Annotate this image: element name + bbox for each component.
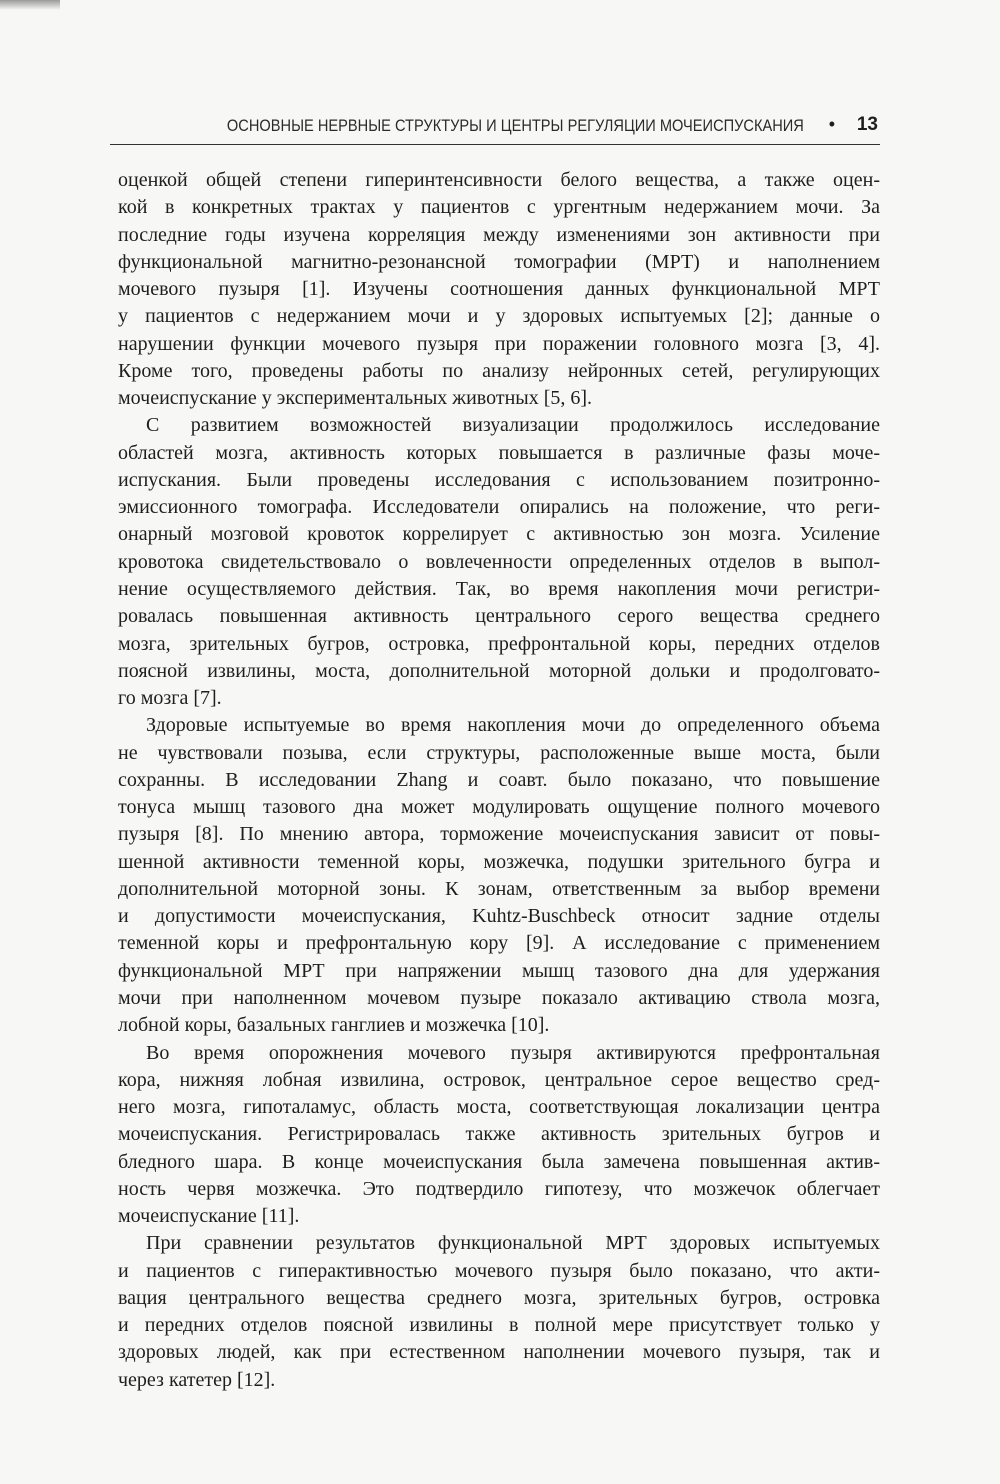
paragraph — [118, 1230, 880, 1394]
text-line: го мозга [7]. — [118, 687, 222, 710]
text-line: кровотока свидетельствовало о вовлеченности определенных отделов в выпол- — [118, 550, 880, 573]
text-line: сохранны. В исследовании Zhang и соавт. было показано, что повышение — [118, 768, 880, 791]
paragraph — [118, 412, 880, 712]
text-line: Здоровые испытуемые во время накопления мочи до определенного объема — [146, 714, 880, 737]
text-line: и пациентов с гиперактивностью мочевого пузыря было показано, что акти- — [118, 1259, 880, 1282]
text-line: нение осуществляемого действия. Так, во время накопления мочи регистри- — [118, 577, 880, 600]
text-line: у пациентов с недержанием мочи и у здоровых испытуемых [2]; данные о — [118, 305, 880, 328]
header-separator: • — [828, 114, 835, 134]
text-line: кой в конкретных трактах у пациентов с ургентным недержанием мочи. За — [118, 196, 880, 219]
paragraph — [118, 1040, 880, 1231]
text-line: мочеиспускания. Регистрировалась также активность зрительных бугров и — [118, 1123, 880, 1146]
text-line: онарный мозговой кровоток коррелирует с активностью зон мозга. Усиление — [118, 523, 880, 546]
page-number: 13 — [856, 114, 878, 135]
text-line: лобной коры, базальных ганглиев и мозжечка [10]. — [118, 1014, 550, 1037]
paragraph — [118, 167, 880, 412]
text-line: кора, нижняя лобная извилина, островок, центральное серое вещество сред- — [118, 1068, 880, 1091]
text-line: мочевого пузыря [1]. Изучены соотношения данных функциональной МРТ — [118, 278, 880, 301]
text-line: теменной коры и префронтальную кору [9]. А исследование с применением — [118, 932, 880, 955]
text-line: него мозга, гипоталамус, область моста, соответствующая локализации центра — [118, 1096, 880, 1119]
text-line: функциональной магнитно-резонансной томографии (МРТ) и наполнением — [118, 250, 880, 273]
text-line: оценкой общей степени гиперинтенсивности белого вещества, а также оцен- — [118, 169, 880, 191]
text-line: Во время опорожнения мочевого пузыря активируются префронтальная — [146, 1041, 880, 1064]
text-line: и передних отделов поясной извилины в полной мере присутствует только у — [118, 1314, 880, 1337]
text-line: При сравнении результатов функциональной МРТ здоровых испытуемых — [146, 1232, 880, 1255]
text-line: Кроме того, проведены работы по анализу нейронных сетей, регулирующих — [118, 359, 880, 382]
text-line: тонуса мышц тазового дна может модулировать ощущение полного мочевого — [118, 796, 880, 819]
text-line: мочи при наполненном мочевом пузыре показало активацию ствола мозга, — [118, 986, 880, 1009]
text-line: здоровых людей, как при естественном наполнении мочевого пузыря, так и — [118, 1341, 880, 1364]
running-header — [110, 114, 880, 145]
text-line: ровалась повышенная активность центрального серого вещества среднего — [118, 605, 880, 628]
text-line: мочеиспускание у экспериментальных животных [5, 6]. — [118, 387, 593, 410]
text-line: дополнительной моторной зоны. К зонам, ответственным за выбор времени — [118, 877, 880, 900]
text-line: поясной извилины, моста, дополнительной моторной дольки и продолговато- — [118, 659, 880, 682]
text-line: нарушении функции мочевого пузыря при поражении головного мозга [3, 4]. — [118, 332, 880, 355]
text-line: мочеиспускание [11]. — [118, 1205, 300, 1228]
text-line: последние годы изучена корреляция между изменениями зон активности при — [118, 223, 880, 246]
text-line: эмиссионного томографа. Исследователи опирались на положение, что реги- — [118, 496, 880, 519]
text-line: С развитием возможностей визуализации продолжилось исследование — [146, 414, 880, 437]
text-line: вация центрального вещества среднего мозга, зрительных бугров, островка — [118, 1286, 880, 1309]
running-title: ОСНОВНЫЕ НЕРВНЫЕ СТРУКТУРЫ И ЦЕНТРЫ РЕГУЛЯЦИИ МОЧЕИСПУСКАНИЯ — [227, 116, 804, 135]
text-line: не чувствовали позыва, если структуры, расположенные выше моста, были — [118, 741, 880, 764]
text-line: пузыря [8]. По мнению автора, торможение мочеиспускания зависит от повы- — [118, 823, 880, 846]
text-line: функциональной МРТ при напряжении мышц тазового дна для удержания — [118, 959, 880, 982]
text-line: через катетер [12]. — [118, 1368, 276, 1391]
text-line: шенной активности теменной коры, мозжечка, подушки зрительного бугра и — [118, 850, 880, 873]
text-line: испускания. Были проведены исследования с использованием позитронно- — [118, 468, 880, 491]
text-line: ность червя мозжечка. Это подтвердило гипотезу, что мозжечок облегчает — [118, 1177, 880, 1200]
text-line: областей мозга, активность которых повышается в различные фазы моче- — [118, 441, 880, 464]
scan-shadow — [0, 0, 60, 10]
paragraph — [118, 712, 880, 1039]
text-line: мозга, зрительных бугров, островка, префронтальной коры, передних отделов — [118, 632, 880, 655]
text-line: бледного шара. В конце мочеиспускания была замечена повышенная актив- — [118, 1150, 880, 1173]
text-line: и допустимости мочеиспускания, Kuhtz-Buschbeck относит задние отделы — [118, 905, 880, 928]
body-text — [118, 167, 880, 1394]
